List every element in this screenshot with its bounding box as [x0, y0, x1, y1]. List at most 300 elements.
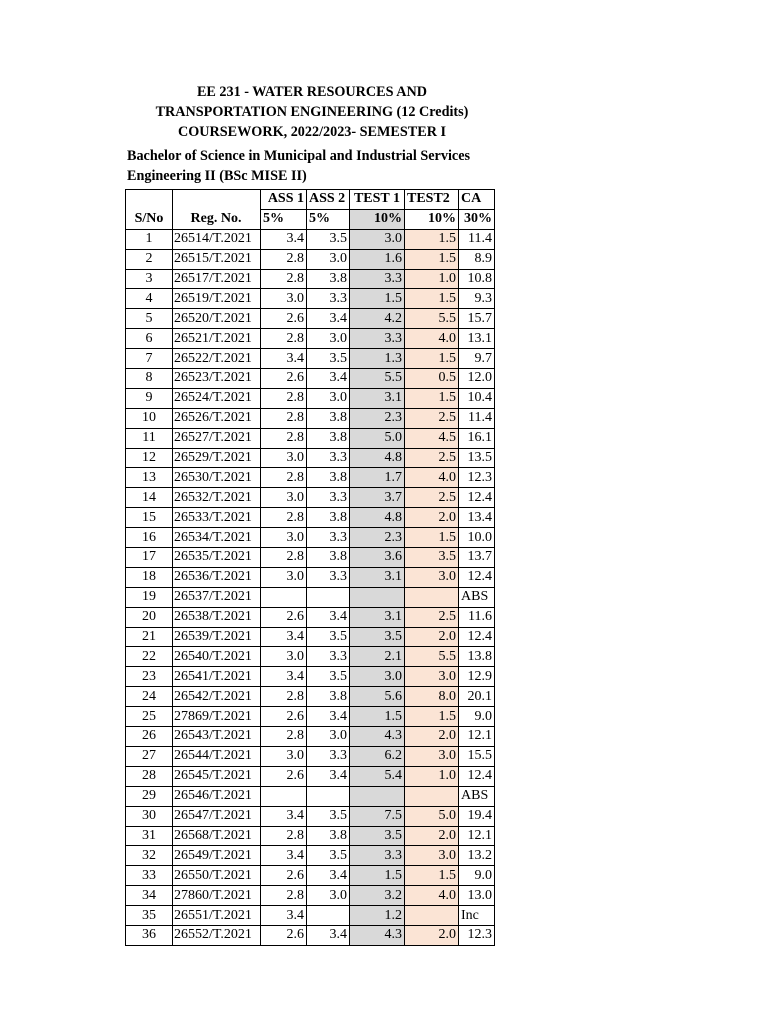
test1-cell — [350, 786, 405, 806]
ass2-cell: 3.8 — [307, 408, 350, 428]
regno-cell: 26545/T.2021 — [173, 766, 261, 786]
test2-cell: 2.0 — [405, 627, 459, 647]
program-line: Bachelor of Science in Municipal and Industrial Services — [127, 148, 471, 164]
header-cell-blank — [173, 190, 261, 210]
ca-cell: 8.9 — [459, 249, 495, 269]
test2-cell: 1.0 — [405, 269, 459, 289]
sno-cell: 21 — [126, 627, 173, 647]
test1-cell: 1.6 — [350, 249, 405, 269]
test2-cell: 2.5 — [405, 408, 459, 428]
test1-cell: 1.5 — [350, 707, 405, 727]
ca-cell: ABS — [459, 786, 495, 806]
regno-cell: 26538/T.2021 — [173, 607, 261, 627]
ca-cell: 9.0 — [459, 707, 495, 727]
ass1-cell: 2.6 — [261, 766, 307, 786]
ass2-cell: 3.4 — [307, 309, 350, 329]
coursework-table — [125, 189, 495, 946]
ass2-cell: 3.3 — [307, 528, 350, 548]
ass2-cell: 3.3 — [307, 488, 350, 508]
ca-cell: ABS — [459, 587, 495, 607]
ca-cell: 10.0 — [459, 528, 495, 548]
ca-cell: 11.4 — [459, 408, 495, 428]
test1-cell: 4.3 — [350, 727, 405, 747]
test1-cell — [350, 587, 405, 607]
test2-cell: 1.5 — [405, 707, 459, 727]
sno-cell: 36 — [126, 925, 173, 945]
table-row — [126, 548, 495, 568]
test1-cell: 3.6 — [350, 548, 405, 568]
sno-cell: 26 — [126, 727, 173, 747]
program-name — [127, 146, 527, 186]
regno-cell: 26534/T.2021 — [173, 528, 261, 548]
sno-cell: 30 — [126, 806, 173, 826]
ass1-cell: 3.4 — [261, 667, 307, 687]
ass1-cell: 2.8 — [261, 826, 307, 846]
header-ca-weight: 30% — [459, 209, 495, 229]
ass1-cell: 3.0 — [261, 746, 307, 766]
sno-cell: 20 — [126, 607, 173, 627]
test2-cell: 1.5 — [405, 528, 459, 548]
ca-cell: 13.8 — [459, 647, 495, 667]
ass2-cell: 3.4 — [307, 607, 350, 627]
sno-cell: 10 — [126, 408, 173, 428]
ass1-cell: 2.6 — [261, 369, 307, 389]
test2-cell — [405, 906, 459, 926]
ass2-cell: 3.5 — [307, 349, 350, 369]
ass1-cell: 3.4 — [261, 349, 307, 369]
sno-cell: 23 — [126, 667, 173, 687]
ca-cell: 13.0 — [459, 886, 495, 906]
ca-cell: 12.4 — [459, 627, 495, 647]
regno-cell: 26544/T.2021 — [173, 746, 261, 766]
header-ass1: ASS 1 — [261, 190, 307, 210]
ca-cell: 10.8 — [459, 269, 495, 289]
header-ass1-weight: 5% — [261, 209, 307, 229]
regno-cell: 26515/T.2021 — [173, 249, 261, 269]
regno-cell: 26539/T.2021 — [173, 627, 261, 647]
sno-cell: 6 — [126, 329, 173, 349]
ass1-cell — [261, 786, 307, 806]
ass1-cell: 2.8 — [261, 388, 307, 408]
regno-cell: 26549/T.2021 — [173, 846, 261, 866]
ass1-cell: 2.6 — [261, 309, 307, 329]
sno-cell: 7 — [126, 349, 173, 369]
ass2-cell — [307, 587, 350, 607]
test1-cell: 3.1 — [350, 567, 405, 587]
table-row — [126, 269, 495, 289]
test1-cell: 3.3 — [350, 269, 405, 289]
ass2-cell: 3.0 — [307, 388, 350, 408]
table-row — [126, 229, 495, 249]
regno-cell: 26547/T.2021 — [173, 806, 261, 826]
sno-cell: 32 — [126, 846, 173, 866]
ass1-cell: 2.6 — [261, 707, 307, 727]
ass2-cell: 3.5 — [307, 229, 350, 249]
table-row — [126, 687, 495, 707]
test2-cell: 0.5 — [405, 369, 459, 389]
document-title — [126, 82, 498, 142]
test2-cell: 2.0 — [405, 508, 459, 528]
sno-cell: 2 — [126, 249, 173, 269]
ass1-cell: 3.0 — [261, 528, 307, 548]
ass1-cell: 2.8 — [261, 468, 307, 488]
test1-cell: 4.8 — [350, 448, 405, 468]
header-ca: CA — [459, 190, 495, 210]
test2-cell: 3.0 — [405, 746, 459, 766]
test2-cell: 1.5 — [405, 349, 459, 369]
sno-cell: 35 — [126, 906, 173, 926]
table-row — [126, 667, 495, 687]
header-ass2: ASS 2 — [307, 190, 350, 210]
test1-cell: 1.5 — [350, 866, 405, 886]
ca-cell: 12.1 — [459, 727, 495, 747]
ass2-cell — [307, 786, 350, 806]
test1-cell: 1.5 — [350, 289, 405, 309]
ca-cell: 11.6 — [459, 607, 495, 627]
ca-cell: 16.1 — [459, 428, 495, 448]
ass2-cell: 3.3 — [307, 746, 350, 766]
ca-cell: 12.1 — [459, 826, 495, 846]
header-test2: TEST2 — [405, 190, 459, 210]
ass2-cell: 3.8 — [307, 826, 350, 846]
test1-cell: 3.3 — [350, 329, 405, 349]
table-row — [126, 249, 495, 269]
header-regno: Reg. No. — [173, 209, 261, 229]
test2-cell: 5.0 — [405, 806, 459, 826]
regno-cell: 26543/T.2021 — [173, 727, 261, 747]
header-test1: TEST 1 — [350, 190, 405, 210]
test2-cell: 3.0 — [405, 846, 459, 866]
ca-cell: 11.4 — [459, 229, 495, 249]
sno-cell: 13 — [126, 468, 173, 488]
regno-cell: 26523/T.2021 — [173, 369, 261, 389]
sno-cell: 16 — [126, 528, 173, 548]
sno-cell: 34 — [126, 886, 173, 906]
ass1-cell: 3.4 — [261, 906, 307, 926]
test2-cell: 1.5 — [405, 866, 459, 886]
regno-cell: 26550/T.2021 — [173, 866, 261, 886]
test1-cell: 5.4 — [350, 766, 405, 786]
test2-cell: 2.5 — [405, 607, 459, 627]
ass1-cell: 2.8 — [261, 408, 307, 428]
table-row — [126, 846, 495, 866]
header-row-top — [126, 190, 495, 210]
test2-cell: 2.5 — [405, 448, 459, 468]
ass2-cell: 3.5 — [307, 806, 350, 826]
ass1-cell: 2.8 — [261, 508, 307, 528]
regno-cell: 26514/T.2021 — [173, 229, 261, 249]
table-row — [126, 448, 495, 468]
regno-cell: 26524/T.2021 — [173, 388, 261, 408]
title-line: EE 231 - WATER RESOURCES AND — [196, 84, 428, 100]
test1-cell: 2.1 — [350, 647, 405, 667]
regno-cell: 26521/T.2021 — [173, 329, 261, 349]
table-row — [126, 766, 495, 786]
test1-cell: 3.5 — [350, 627, 405, 647]
test1-cell: 1.7 — [350, 468, 405, 488]
ca-cell: 13.2 — [459, 846, 495, 866]
title-line: TRANSPORTATION ENGINEERING (12 Credits) — [155, 104, 469, 120]
ass1-cell: 3.0 — [261, 488, 307, 508]
ca-cell: 15.5 — [459, 746, 495, 766]
sno-cell: 31 — [126, 826, 173, 846]
test2-cell: 4.5 — [405, 428, 459, 448]
test2-cell: 4.0 — [405, 468, 459, 488]
test2-cell: 2.0 — [405, 925, 459, 945]
sno-cell: 33 — [126, 866, 173, 886]
test2-cell: 4.0 — [405, 329, 459, 349]
regno-cell: 26540/T.2021 — [173, 647, 261, 667]
table-row — [126, 906, 495, 926]
ass2-cell: 3.5 — [307, 627, 350, 647]
ass2-cell: 3.4 — [307, 925, 350, 945]
test2-cell: 2.0 — [405, 727, 459, 747]
table-row — [126, 707, 495, 727]
sno-cell: 3 — [126, 269, 173, 289]
test1-cell: 6.2 — [350, 746, 405, 766]
table-row — [126, 428, 495, 448]
regno-cell: 26517/T.2021 — [173, 269, 261, 289]
regno-cell: 26536/T.2021 — [173, 567, 261, 587]
test1-cell: 3.5 — [350, 826, 405, 846]
regno-cell: 26535/T.2021 — [173, 548, 261, 568]
ass2-cell: 3.8 — [307, 428, 350, 448]
test2-cell: 1.5 — [405, 229, 459, 249]
ca-cell: 12.4 — [459, 766, 495, 786]
table-row — [126, 886, 495, 906]
ca-cell: 12.0 — [459, 369, 495, 389]
table-row — [126, 746, 495, 766]
ca-cell: 19.4 — [459, 806, 495, 826]
test1-cell: 3.1 — [350, 607, 405, 627]
ass2-cell: 3.3 — [307, 448, 350, 468]
regno-cell: 26529/T.2021 — [173, 448, 261, 468]
header-row-bottom — [126, 209, 495, 229]
ass2-cell: 3.4 — [307, 766, 350, 786]
test2-cell: 1.0 — [405, 766, 459, 786]
ass1-cell: 3.4 — [261, 229, 307, 249]
regno-cell: 26527/T.2021 — [173, 428, 261, 448]
ass1-cell: 3.0 — [261, 289, 307, 309]
ca-cell: 13.4 — [459, 508, 495, 528]
ass1-cell: 2.8 — [261, 329, 307, 349]
test1-cell: 3.0 — [350, 667, 405, 687]
ass2-cell: 3.8 — [307, 269, 350, 289]
ass2-cell: 3.4 — [307, 866, 350, 886]
test1-cell: 3.0 — [350, 229, 405, 249]
header-test1-weight: 10% — [350, 209, 405, 229]
ca-cell: 9.0 — [459, 866, 495, 886]
table-row — [126, 647, 495, 667]
test2-cell: 3.0 — [405, 667, 459, 687]
ass1-cell: 2.8 — [261, 428, 307, 448]
regno-cell: 26522/T.2021 — [173, 349, 261, 369]
table-row — [126, 925, 495, 945]
table-row — [126, 567, 495, 587]
ca-cell: 15.7 — [459, 309, 495, 329]
regno-cell: 26537/T.2021 — [173, 587, 261, 607]
ass1-cell: 2.8 — [261, 886, 307, 906]
table-row — [126, 866, 495, 886]
ass2-cell: 3.0 — [307, 727, 350, 747]
ass2-cell: 3.3 — [307, 289, 350, 309]
ass1-cell: 2.8 — [261, 548, 307, 568]
regno-cell: 26541/T.2021 — [173, 667, 261, 687]
sno-cell: 15 — [126, 508, 173, 528]
table-row — [126, 508, 495, 528]
regno-cell: 26546/T.2021 — [173, 786, 261, 806]
test2-cell: 2.5 — [405, 488, 459, 508]
test2-cell — [405, 786, 459, 806]
test2-cell: 1.5 — [405, 249, 459, 269]
sno-cell: 28 — [126, 766, 173, 786]
sno-cell: 8 — [126, 369, 173, 389]
regno-cell: 26533/T.2021 — [173, 508, 261, 528]
test1-cell: 5.5 — [350, 369, 405, 389]
ass1-cell: 2.8 — [261, 249, 307, 269]
table-row — [126, 528, 495, 548]
sno-cell: 25 — [126, 707, 173, 727]
test2-cell: 1.5 — [405, 388, 459, 408]
test1-cell: 2.3 — [350, 528, 405, 548]
ass2-cell — [307, 906, 350, 926]
table-row — [126, 627, 495, 647]
sno-cell: 24 — [126, 687, 173, 707]
table-row — [126, 826, 495, 846]
test1-cell: 5.6 — [350, 687, 405, 707]
test2-cell — [405, 587, 459, 607]
ass2-cell: 3.8 — [307, 508, 350, 528]
test1-cell: 4.3 — [350, 925, 405, 945]
sno-cell: 29 — [126, 786, 173, 806]
ca-cell: 9.3 — [459, 289, 495, 309]
ass2-cell: 3.5 — [307, 667, 350, 687]
test1-cell: 1.2 — [350, 906, 405, 926]
ass1-cell: 2.6 — [261, 607, 307, 627]
ass2-cell: 3.8 — [307, 548, 350, 568]
test1-cell: 1.3 — [350, 349, 405, 369]
regno-cell: 26542/T.2021 — [173, 687, 261, 707]
ass1-cell: 2.6 — [261, 925, 307, 945]
sno-cell: 9 — [126, 388, 173, 408]
test2-cell: 3.5 — [405, 548, 459, 568]
test1-cell: 4.8 — [350, 508, 405, 528]
regno-cell: 26530/T.2021 — [173, 468, 261, 488]
ca-cell: Inc — [459, 906, 495, 926]
header-sno: S/No — [126, 209, 173, 229]
ca-cell: 13.7 — [459, 548, 495, 568]
test1-cell: 5.0 — [350, 428, 405, 448]
ca-cell: 12.4 — [459, 567, 495, 587]
regno-cell: 26568/T.2021 — [173, 826, 261, 846]
regno-cell: 26551/T.2021 — [173, 906, 261, 926]
table-row — [126, 468, 495, 488]
ass2-cell: 3.4 — [307, 369, 350, 389]
table-row — [126, 786, 495, 806]
sno-cell: 19 — [126, 587, 173, 607]
table-row — [126, 388, 495, 408]
test1-cell: 7.5 — [350, 806, 405, 826]
test1-cell: 3.1 — [350, 388, 405, 408]
ass1-cell: 2.8 — [261, 269, 307, 289]
table-row — [126, 727, 495, 747]
sno-cell: 27 — [126, 746, 173, 766]
regno-cell: 27869/T.2021 — [173, 707, 261, 727]
ca-cell: 20.1 — [459, 687, 495, 707]
test2-cell: 4.0 — [405, 886, 459, 906]
ass1-cell: 3.4 — [261, 627, 307, 647]
ca-cell: 9.7 — [459, 349, 495, 369]
header-test2-weight: 10% — [405, 209, 459, 229]
regno-cell: 26552/T.2021 — [173, 925, 261, 945]
table-row — [126, 488, 495, 508]
sno-cell: 5 — [126, 309, 173, 329]
test1-cell: 3.7 — [350, 488, 405, 508]
ca-cell: 12.9 — [459, 667, 495, 687]
table-row — [126, 806, 495, 826]
test1-cell: 3.3 — [350, 846, 405, 866]
sno-cell: 4 — [126, 289, 173, 309]
sno-cell: 18 — [126, 567, 173, 587]
sno-cell: 14 — [126, 488, 173, 508]
table-row — [126, 369, 495, 389]
ass1-cell: 2.8 — [261, 727, 307, 747]
ca-cell: 12.3 — [459, 925, 495, 945]
ass2-cell: 3.0 — [307, 249, 350, 269]
test2-cell: 2.0 — [405, 826, 459, 846]
ass2-cell: 3.0 — [307, 886, 350, 906]
table-row — [126, 309, 495, 329]
ass2-cell: 3.0 — [307, 329, 350, 349]
ca-cell: 13.5 — [459, 448, 495, 468]
ass2-cell: 3.4 — [307, 707, 350, 727]
ass1-cell: 3.0 — [261, 647, 307, 667]
title-line: COURSEWORK, 2022/2023- SEMESTER I — [177, 124, 447, 140]
table-row — [126, 329, 495, 349]
test1-cell: 4.2 — [350, 309, 405, 329]
ass1-cell: 2.8 — [261, 687, 307, 707]
ass1-cell — [261, 587, 307, 607]
regno-cell: 26520/T.2021 — [173, 309, 261, 329]
regno-cell: 26519/T.2021 — [173, 289, 261, 309]
test1-cell: 3.2 — [350, 886, 405, 906]
ca-cell: 12.4 — [459, 488, 495, 508]
test2-cell: 3.0 — [405, 567, 459, 587]
ca-cell: 12.3 — [459, 468, 495, 488]
test2-cell: 5.5 — [405, 309, 459, 329]
ass2-cell: 3.3 — [307, 567, 350, 587]
regno-cell: 26532/T.2021 — [173, 488, 261, 508]
ass1-cell: 3.0 — [261, 448, 307, 468]
regno-cell: 26526/T.2021 — [173, 408, 261, 428]
table-row — [126, 289, 495, 309]
regno-cell: 27860/T.2021 — [173, 886, 261, 906]
sno-cell: 11 — [126, 428, 173, 448]
test2-cell: 1.5 — [405, 289, 459, 309]
table-row — [126, 587, 495, 607]
ass2-cell: 3.3 — [307, 647, 350, 667]
test1-cell: 2.3 — [350, 408, 405, 428]
table-row — [126, 607, 495, 627]
header-cell-blank — [126, 190, 173, 210]
test2-cell: 5.5 — [405, 647, 459, 667]
ass1-cell: 3.4 — [261, 846, 307, 866]
test2-cell: 8.0 — [405, 687, 459, 707]
ass2-cell: 3.8 — [307, 468, 350, 488]
ca-cell: 10.4 — [459, 388, 495, 408]
sno-cell: 12 — [126, 448, 173, 468]
table-row — [126, 408, 495, 428]
